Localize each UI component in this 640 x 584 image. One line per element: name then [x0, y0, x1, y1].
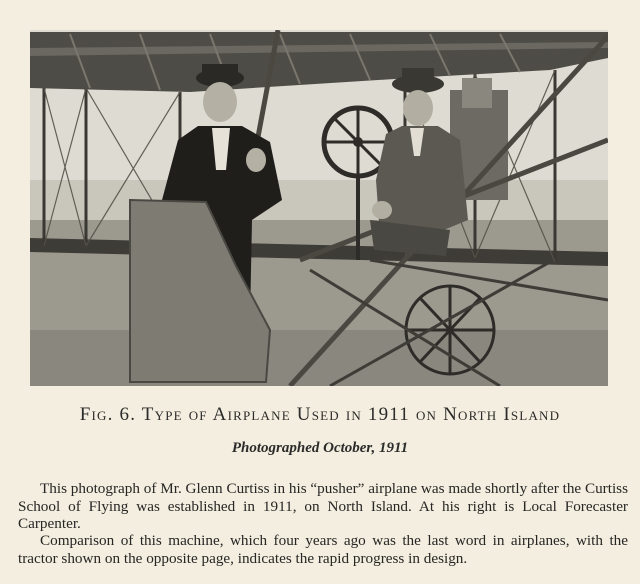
- body-paragraph-2: Comparison of this machine, which four years ago was the last word in airplanes, with the tractor shown on the opposite page, indicates the rapid progress in design.: [18, 532, 628, 567]
- figure-caption-subtitle: Photographed October, 1911: [231, 440, 409, 456]
- airplane-photo-illustration: [30, 30, 608, 386]
- airplane-photograph: [30, 30, 608, 386]
- figure-caption-title: Fig. 6. Type of Airplane Used in 1911 on North Island: [79, 404, 561, 425]
- body-paragraph-1: This photograph of Mr. Glenn Curtiss in his “pusher” airplane was made shortly after the Curtiss School of Flying was established in 1911, on North Island. At his right is Local Forecaster Carpenter.: [18, 480, 628, 533]
